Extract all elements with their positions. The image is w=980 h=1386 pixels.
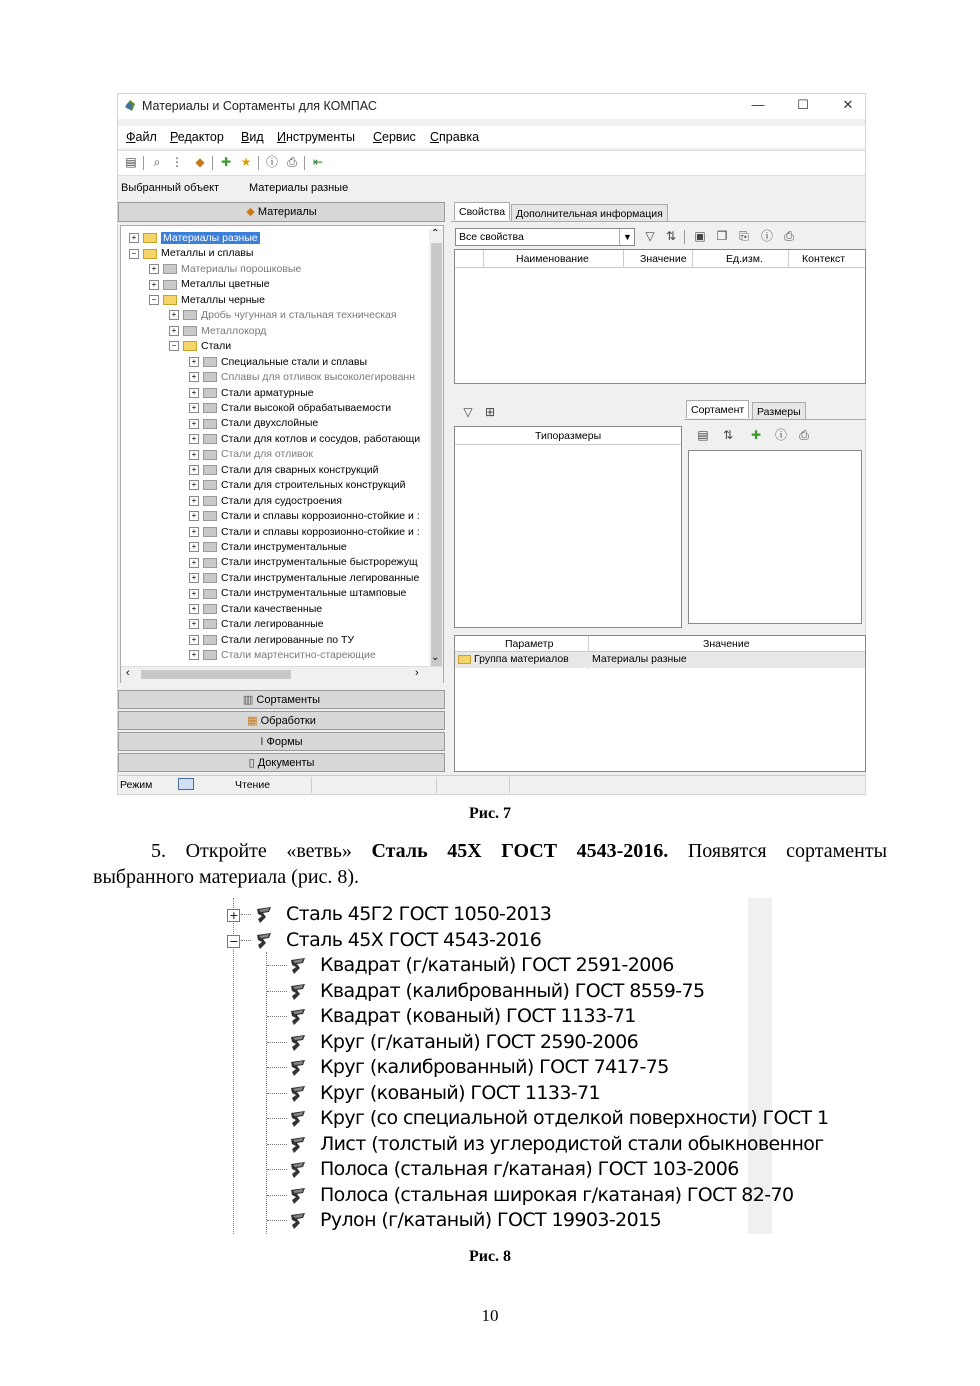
paragraph-text: Появятся сортаменты — [668, 840, 888, 862]
forms-button-label: Формы — [266, 736, 303, 748]
materials-panel-title: Материалы — [257, 206, 317, 218]
selected-object-row — [118, 178, 865, 198]
assortment-profile-icon — [288, 1211, 308, 1231]
assortment-profile-icon — [288, 982, 308, 1002]
tree-item-label: Стали легированные — [221, 618, 324, 631]
tab-properties[interactable]: Свойства — [454, 202, 510, 220]
figure-8-caption: Рис. 8 — [468, 1248, 512, 1265]
processing-button[interactable] — [118, 711, 445, 730]
documents-button[interactable] — [118, 753, 445, 772]
assortment-profile-icon — [288, 956, 308, 976]
assortment-item[interactable] — [224, 1106, 829, 1131]
assortment-item[interactable] — [224, 979, 748, 1004]
materials-icon[interactable]: ◆ — [195, 155, 205, 169]
tree-item[interactable] — [169, 308, 397, 323]
assortment-profile-icon — [288, 1033, 308, 1053]
folder-icon — [203, 403, 217, 413]
filter-icon[interactable]: ▽ — [645, 229, 655, 243]
tree-item-label: Стали для отливок — [221, 448, 313, 461]
assortment-profile-icon — [288, 1058, 308, 1078]
filter-icon[interactable]: ▽ — [463, 405, 473, 419]
assortment-item[interactable] — [224, 1004, 748, 1029]
status-mode-label: Режим — [120, 779, 153, 791]
tree-item[interactable] — [169, 324, 266, 339]
folder-icon — [183, 310, 197, 320]
tree-item-label: Стали для котлов и сосудов, работающи — [221, 432, 421, 445]
expand-icon[interactable]: + — [189, 542, 199, 552]
tree-connector — [267, 1144, 287, 1145]
tree-item-label: Полоса (стальная г/катаная) ГОСТ 103-2006 — [320, 1158, 739, 1180]
tree-item-label: Стали и сплавы коррозионно-стойкие и : — [221, 510, 420, 523]
tree-item[interactable] — [189, 370, 415, 385]
expand-icon[interactable]: + — [189, 450, 199, 460]
status-mode-value: Чтение — [235, 779, 271, 791]
tree-item[interactable] — [189, 571, 419, 586]
menu-edit[interactable]: Редактор — [170, 130, 224, 144]
tree-item[interactable] — [189, 509, 420, 524]
info-icon[interactable]: ⓘ — [760, 229, 773, 243]
tree-item-label: Дробь чугунная и стальная техническая — [201, 309, 397, 322]
expand-icon[interactable]: + — [189, 388, 199, 398]
status-divider — [436, 777, 437, 793]
expand-icon[interactable]: + — [189, 604, 199, 614]
toolbar — [118, 150, 865, 176]
tab-dimensions[interactable]: Размеры — [752, 402, 806, 420]
folder-icon — [203, 619, 217, 629]
tree-item[interactable] — [189, 617, 324, 632]
tree-item[interactable] — [129, 231, 260, 246]
tree-connector — [267, 1067, 287, 1068]
menu-help[interactable]: Справка — [430, 130, 480, 144]
tree-item[interactable] — [149, 293, 265, 308]
expand-icon[interactable]: + — [189, 558, 199, 568]
scroll-up-icon[interactable]: ⌃ — [431, 228, 440, 239]
typesizes-table — [454, 426, 682, 628]
tree-item[interactable] — [129, 246, 253, 261]
tree-item[interactable] — [189, 478, 406, 493]
column-context[interactable]: Контекст — [802, 253, 846, 265]
folder-icon — [203, 635, 217, 645]
tree-item-label: Специальные стали и сплавы — [221, 355, 368, 368]
folder-icon — [163, 280, 177, 290]
figure-8-tree — [224, 898, 829, 1234]
folder-icon — [203, 527, 217, 537]
expand-icon[interactable]: + — [169, 310, 179, 320]
tree-item-label: Квадрат (калиброванный) ГОСТ 8559-75 — [320, 979, 705, 1002]
binoculars-icon[interactable]: ⌕ — [153, 155, 161, 169]
tree-item-label: Квадрат (г/катаный) ГОСТ 2591-2006 — [320, 954, 674, 976]
paragraph-line-2: выбранного материала (рис. 8). — [93, 866, 360, 888]
param-value: Материалы разные — [592, 653, 687, 665]
favorite-star-icon[interactable]: ★ — [240, 155, 252, 169]
forms-icon: I — [260, 736, 264, 748]
toolbar-separator — [304, 156, 305, 170]
column-name[interactable]: Наименование — [516, 253, 589, 265]
menu-view[interactable]: Вид — [241, 130, 264, 144]
column-unit[interactable]: Ед.изм. — [726, 253, 763, 265]
expand-icon[interactable]: + — [227, 909, 240, 922]
properties-table — [454, 249, 866, 384]
tree-item-label: Стали инструментальные легированные — [221, 571, 420, 584]
print-icon[interactable]: ⎙ — [784, 229, 794, 243]
folder-icon — [203, 496, 217, 506]
toolbar-separator — [684, 230, 685, 244]
tree-item[interactable] — [149, 277, 270, 292]
tree-item-label: Стали мартенситно-стареющие — [221, 649, 376, 662]
paragraph-line-1 — [93, 838, 887, 864]
folder-icon — [203, 511, 217, 521]
info-icon[interactable]: ⓘ — [265, 155, 278, 169]
assortment-item[interactable] — [224, 1055, 748, 1080]
column-divider — [692, 250, 693, 267]
collapse-icon[interactable]: − — [169, 341, 179, 351]
tree-item-label: Стали для сварных конструкций — [221, 463, 379, 476]
steel-material-icon — [254, 905, 274, 925]
sort-icon[interactable]: ⇅ — [665, 229, 677, 243]
tree-item-label: Стали высокой обрабатываемости — [221, 401, 392, 414]
processing-button-label: Обработки — [260, 715, 316, 727]
tree-item-label: Круг (г/катаный) ГОСТ 2590-2006 — [320, 1030, 639, 1053]
materials-icon: ◆ — [246, 206, 255, 218]
processing-icon: ▦ — [247, 715, 258, 727]
assortment-item[interactable] — [224, 1183, 794, 1208]
tree-item[interactable] — [189, 416, 318, 431]
assortments-button[interactable] — [118, 690, 445, 709]
tree-item-label: Металлы цветные — [181, 278, 270, 291]
print-icon[interactable]: ⎙ — [287, 155, 297, 169]
tree-item-label: Стали и сплавы коррозионно-стойкие и : — [221, 525, 420, 538]
paste-icon[interactable]: ⎘ — [739, 229, 749, 243]
expand-icon[interactable]: + — [189, 589, 199, 599]
document-icon[interactable]: ▤ — [697, 428, 709, 442]
tree-item[interactable] — [189, 633, 354, 648]
tree-item-label: Стали качественные — [221, 602, 323, 615]
folder-icon — [203, 650, 217, 660]
title-bar — [118, 94, 865, 119]
tree-item-label: Лист (толстый из углеродистой стали обыкновенног — [320, 1132, 824, 1155]
toolbar-separator — [143, 156, 144, 170]
tree-item-label: Стали инструментальные штамповые — [221, 587, 407, 600]
tree-item-label: Полоса (стальная широкая г/катаная) ГОСТ 82-70 — [320, 1183, 794, 1206]
tree-item-label: Стали арматурные — [221, 386, 314, 399]
column-divider — [483, 250, 484, 267]
tree-item-label: Стали легированные по ТУ — [221, 633, 355, 646]
assortment-item[interactable] — [224, 1208, 748, 1233]
column-value[interactable]: Значение — [640, 253, 687, 265]
tree-item-label: Сталь 45Х ГОСТ 4543-2016 — [286, 928, 542, 951]
folder-icon — [203, 480, 217, 490]
paragraph-bold-text: Сталь 45Х ГОСТ 4543-2016. — [371, 840, 669, 862]
status-divider — [509, 777, 510, 793]
folder-icon — [203, 434, 217, 444]
add-icon[interactable]: ✚ — [220, 155, 232, 169]
tab-assortment[interactable]: Сортамент — [686, 400, 749, 418]
folder-icon — [203, 388, 217, 398]
expand-icon[interactable]: + — [189, 650, 199, 660]
folder-icon — [203, 573, 217, 583]
vertical-scroll-thumb[interactable] — [431, 243, 442, 668]
expand-icon[interactable]: + — [189, 635, 199, 645]
parameters-table — [454, 635, 866, 772]
tree-item[interactable] — [189, 355, 367, 370]
tree-item[interactable] — [189, 602, 322, 617]
tree-item[interactable] — [189, 463, 379, 478]
paragraph-text: 5. Откройте «ветвь» — [151, 840, 372, 862]
book-icon — [178, 778, 194, 790]
assortment-profile-icon — [288, 1109, 308, 1129]
folder-icon — [163, 295, 177, 305]
expand-icon[interactable]: + — [189, 619, 199, 629]
folder-icon — [203, 372, 217, 382]
param-name: Группа материалов — [474, 653, 569, 665]
tree-item-label: Круг (калиброванный) ГОСТ 7417-75 — [320, 1056, 669, 1078]
status-divider — [311, 777, 312, 793]
expand-icon[interactable]: + — [189, 527, 199, 537]
folder-icon — [143, 233, 157, 243]
material-item[interactable] — [224, 928, 748, 953]
page-number: 10 — [481, 1306, 499, 1325]
chevron-down-icon[interactable]: ▼ — [619, 229, 635, 245]
folder-icon — [143, 249, 157, 259]
copy-icon[interactable]: ❐ — [716, 229, 728, 243]
horizontal-scroll-thumb[interactable] — [141, 670, 291, 679]
assortment-list[interactable] — [688, 450, 862, 624]
documents-button-label: Документы — [257, 757, 315, 769]
expand-icon[interactable]: + — [189, 357, 199, 367]
assortment-item[interactable] — [224, 1157, 748, 1182]
status-bar — [118, 775, 865, 795]
tree-item-label: Квадрат (кованый) ГОСТ 1133-71 — [320, 1005, 636, 1027]
add-icon[interactable]: ✚ — [750, 428, 762, 442]
expand-icon[interactable]: + — [189, 419, 199, 429]
folder-icon — [183, 341, 197, 351]
expand-icon[interactable]: + — [169, 326, 179, 336]
exit-icon[interactable]: ⇤ — [312, 155, 324, 169]
assortment-icon: ▥ — [242, 694, 254, 706]
tree-connector — [267, 1220, 287, 1221]
tree-item[interactable] — [169, 339, 231, 354]
material-item[interactable] — [224, 902, 748, 927]
app-window — [117, 93, 866, 795]
folder-icon — [203, 357, 217, 367]
folder-icon — [203, 542, 217, 552]
assortment-profile-icon — [288, 1007, 308, 1027]
list-icon[interactable]: ⋮ — [171, 155, 183, 169]
properties-filter-value: Все свойства — [459, 231, 524, 243]
tree-item-label: Стали для судостроения — [221, 494, 342, 507]
collapse-icon[interactable]: − — [227, 935, 240, 948]
tree-connector — [241, 940, 251, 941]
menu-file[interactable]: Файл — [126, 130, 157, 144]
folder-icon — [203, 465, 217, 475]
expand-icon[interactable]: + — [189, 465, 199, 475]
expand-icon[interactable]: + — [189, 496, 199, 506]
tree-connector — [267, 1042, 287, 1043]
figure-7-caption: Рис. 7 — [468, 805, 512, 822]
expand-icon[interactable]: + — [189, 511, 199, 521]
tree-item[interactable] — [189, 494, 342, 509]
tab-divider — [684, 419, 866, 420]
properties-filter-select[interactable] — [455, 228, 635, 246]
edit-icon[interactable]: ▣ — [694, 229, 706, 243]
assortments-button-label: Сортаменты — [256, 694, 321, 706]
tree-item-label: Металлы и сплавы — [161, 247, 254, 260]
tree-item[interactable] — [189, 447, 313, 462]
sort-icon[interactable]: ⇅ — [722, 428, 734, 442]
tree-item[interactable] — [189, 386, 314, 401]
folder-icon — [183, 326, 197, 336]
expand-icon[interactable]: + — [149, 264, 159, 274]
assortment-profile-icon — [288, 1186, 308, 1206]
assortment-item[interactable] — [224, 1030, 748, 1055]
collapse-icon[interactable]: − — [129, 249, 139, 259]
app-logo-icon — [123, 98, 137, 112]
print-icon[interactable]: ⎙ — [799, 428, 809, 442]
assortment-item[interactable] — [224, 953, 748, 978]
close-button[interactable]: ✕ — [842, 97, 854, 112]
forms-button[interactable] — [118, 732, 445, 751]
assortment-profile-icon — [288, 1084, 308, 1104]
minimize-button[interactable]: — — [751, 97, 765, 112]
assortment-item[interactable] — [224, 1081, 748, 1106]
document-icon[interactable]: ▤ — [125, 155, 137, 169]
tree-item-label: Стали инструментальные — [221, 541, 347, 553]
assortment-profile-icon — [288, 1160, 308, 1180]
scroll-left-icon[interactable]: ‹ — [126, 667, 130, 679]
scroll-down-icon[interactable]: ⌄ — [431, 652, 440, 663]
folder-icon — [203, 589, 217, 599]
folder-icon — [203, 604, 217, 614]
toolbar-separator — [212, 156, 213, 170]
folder-icon — [203, 450, 217, 460]
tab-divider — [451, 221, 865, 222]
instruction-paragraph — [93, 838, 887, 890]
column-divider — [623, 250, 624, 267]
column-parameter[interactable]: Параметр — [505, 638, 554, 650]
tree-connector — [267, 991, 287, 992]
window-title: Материалы и Сортаменты для КОМПАС — [142, 99, 377, 113]
tree-item-label: Материалы разные — [163, 232, 258, 244]
tab-additional-info[interactable]: Дополнительная информация — [511, 204, 668, 222]
tree-connector — [267, 1169, 287, 1170]
columns-icon[interactable]: ⊞ — [484, 405, 496, 419]
menu-service[interactable]: Сервис — [373, 130, 416, 144]
menu-tools[interactable]: Инструменты — [277, 130, 355, 144]
document-icon: ▯ — [248, 757, 255, 769]
expand-icon[interactable]: + — [189, 403, 199, 413]
tree-item[interactable] — [189, 555, 418, 570]
tree-item-label: Стали двухслойные — [221, 417, 319, 430]
scroll-right-icon[interactable]: › — [415, 667, 419, 679]
maximize-button[interactable]: ☐ — [797, 97, 809, 112]
tree-item[interactable] — [189, 432, 420, 447]
tree-item-label: Материалы порошковые — [181, 262, 302, 275]
folder-icon — [203, 419, 217, 429]
tree-item-label: Круг (кованый) ГОСТ 1133-71 — [320, 1081, 601, 1104]
tree-connector — [267, 1016, 287, 1017]
selected-object-value: Материалы разные — [249, 182, 349, 194]
expand-icon[interactable]: + — [189, 372, 199, 382]
tree-item-label: Сплавы для отливок высоколегированн — [221, 371, 416, 384]
selected-object-label: Выбранный объект — [121, 182, 220, 194]
tree-item[interactable] — [189, 586, 406, 601]
info-icon[interactable]: ⓘ — [774, 428, 787, 442]
column-param-value[interactable]: Значение — [703, 638, 750, 650]
assortment-item[interactable] — [224, 1132, 824, 1157]
materials-panel-header[interactable] — [118, 202, 445, 222]
tree-item-label: Металлокорд — [201, 324, 267, 337]
tree-item[interactable] — [189, 648, 376, 663]
tree-item[interactable] — [189, 401, 391, 416]
tree-item-label: Сталь 45Г2 ГОСТ 1050-2013 — [286, 903, 552, 925]
folder-icon — [458, 655, 471, 664]
tree-connector — [267, 1093, 287, 1094]
tree-connector — [267, 1118, 287, 1119]
expand-icon[interactable]: + — [189, 480, 199, 490]
tree-item-label: Рулон (г/катаный) ГОСТ 19903-2015 — [320, 1209, 662, 1231]
assortment-profile-icon — [288, 1135, 308, 1155]
expand-icon[interactable]: + — [189, 573, 199, 583]
toolbar-separator — [258, 156, 259, 170]
tree-item[interactable] — [189, 525, 420, 540]
tree-connector — [267, 965, 287, 966]
tree-item-label: Стали — [201, 340, 232, 353]
tree-item-label: Металлы черные — [181, 293, 265, 306]
column-divider — [788, 250, 789, 267]
tree-item-label: Круг (со специальной отделкой поверхности) ГОСТ 1 — [320, 1107, 829, 1129]
expand-icon[interactable]: + — [189, 434, 199, 444]
tree-connector — [267, 1195, 287, 1196]
folder-icon — [163, 264, 177, 274]
tree-item-label: Стали инструментальные быстрорежущ — [221, 556, 418, 569]
materials-tree — [120, 225, 444, 683]
collapse-icon[interactable]: − — [149, 295, 159, 305]
tree-connector — [241, 914, 251, 915]
expand-icon[interactable]: + — [129, 233, 139, 243]
tree-item-label: Стали для строительных конструкций — [221, 479, 406, 492]
typesizes-header-label[interactable]: Типоразмеры — [535, 430, 602, 442]
tree-item[interactable] — [189, 540, 347, 555]
menu-bar — [118, 126, 865, 148]
tree-item[interactable] — [149, 262, 301, 277]
steel-material-icon — [254, 931, 274, 951]
folder-icon — [203, 558, 217, 568]
expand-icon[interactable]: + — [149, 280, 159, 290]
